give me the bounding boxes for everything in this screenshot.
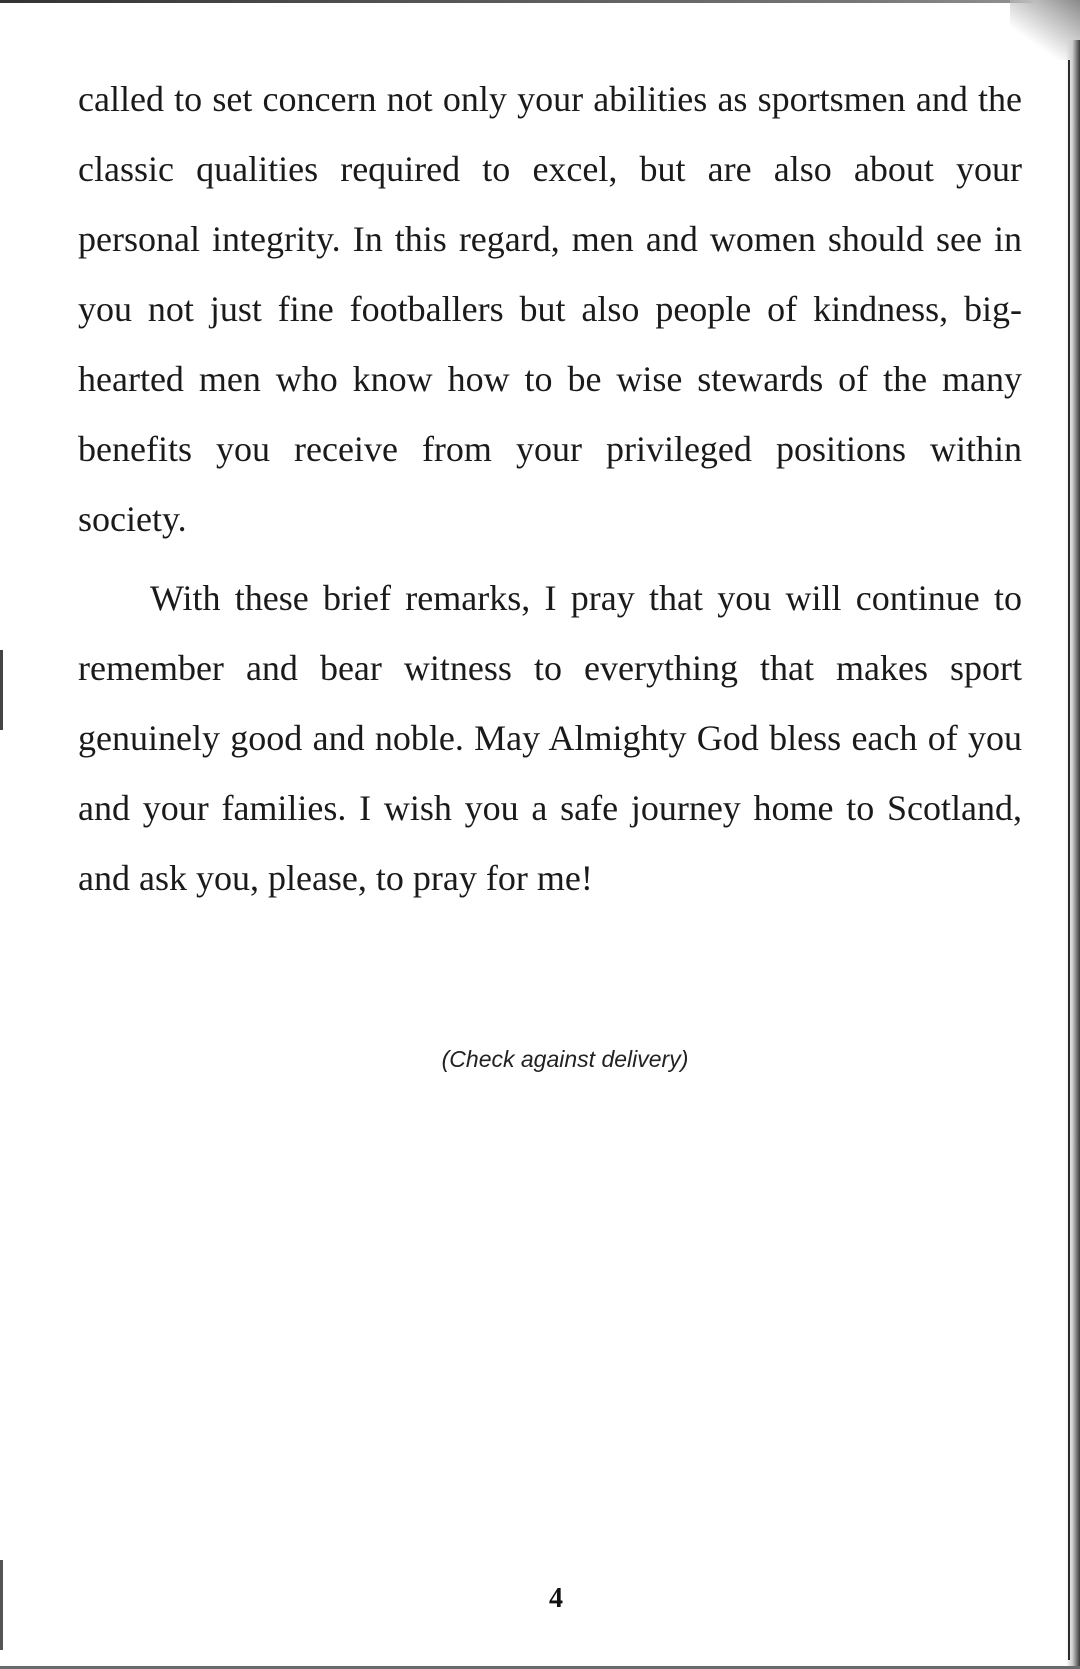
check-against-delivery-note: (Check against delivery) <box>441 1046 689 1072</box>
page-number: 4 <box>549 1583 563 1614</box>
body-paragraph-1: called to set concern not only your abilities as sportsmen and the classic qualities required to excel, but are also about your personal integrity. In this regard, men and women should see in you not just fine footballers but also people of kindness, big-hearted men who know how to be wise stewards of the many benefits you receive from your privileged positions within society. <box>78 79 1022 539</box>
page-edge-top <box>0 0 1080 3</box>
page-edge-right-line <box>1068 60 1070 1660</box>
body-paragraph-2: With these brief remarks, I pray that you will continue to remember and bear witness to everything that makes sport genuinely good and noble. May Almighty God bless each of you and your families. I wish you a safe journey home to Scotland, and ask you, please, to pray for me! <box>78 578 1022 898</box>
page-edge-left-mark <box>0 650 3 730</box>
